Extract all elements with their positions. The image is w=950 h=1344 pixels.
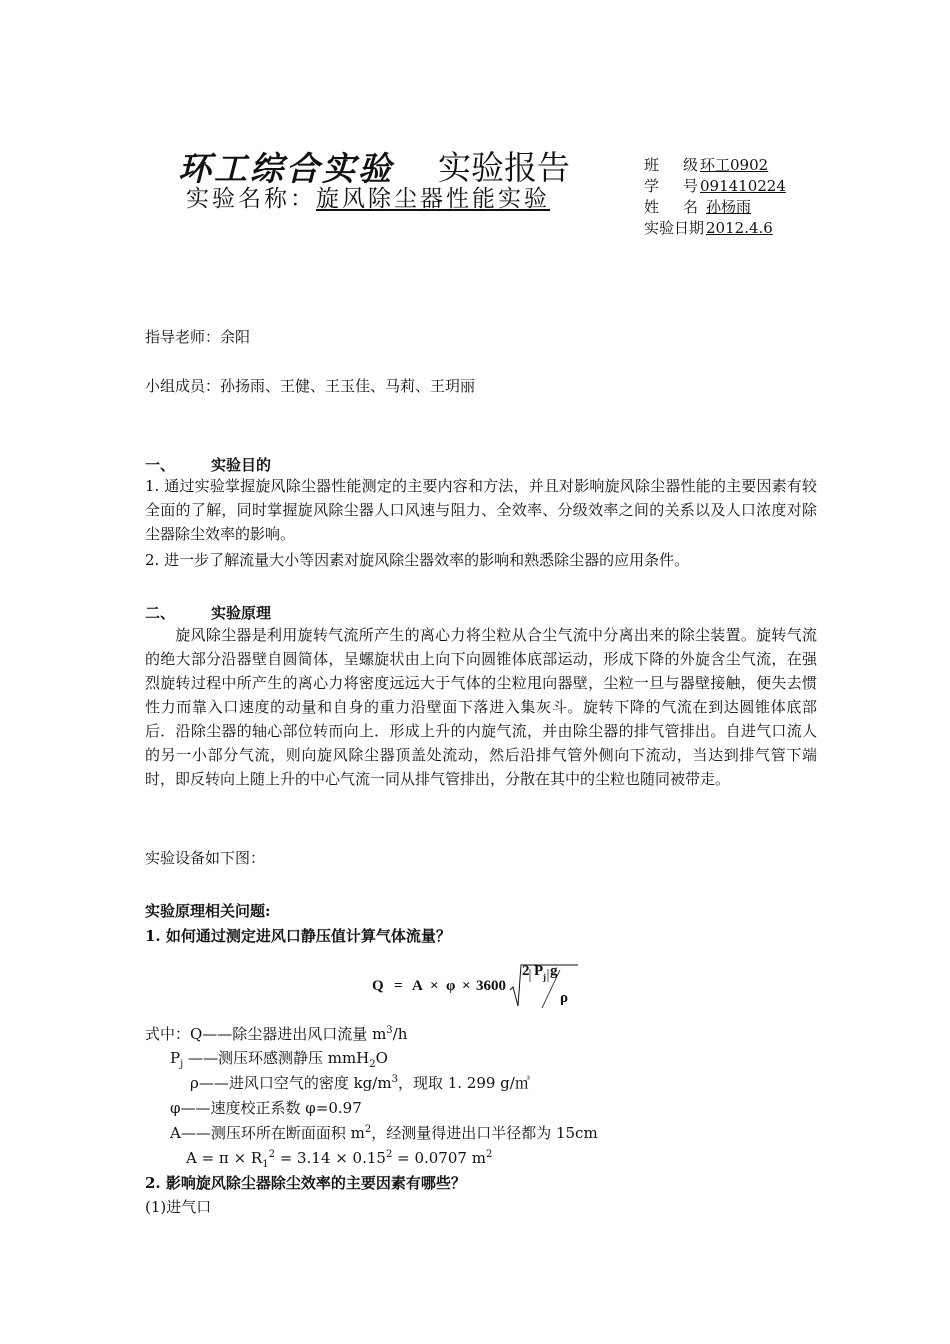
formula-area: A (412, 978, 423, 994)
id-value: 091410224 (700, 177, 786, 195)
radical-num-2: 2 (522, 963, 530, 979)
question-2: 2. 影响旋风除尘器除尘效率的主要因素有哪些？ (145, 1174, 466, 1192)
student-info (644, 155, 812, 239)
radical-num-j: j (543, 972, 546, 982)
info-row-date (644, 218, 812, 239)
formula-constant: 3600 (476, 978, 506, 994)
def-density: ρ——进风口空气的密度 $kg/m^3$，现取 1. 299 g/㎥ (190, 1074, 530, 1092)
name-value: 孙杨雨 (706, 198, 752, 216)
section-2-heading (145, 602, 271, 623)
experiment-name (186, 180, 550, 213)
flow-formula (372, 960, 592, 1016)
radical-sign (508, 960, 580, 1012)
experiment-name-label: 实验名称： (186, 186, 316, 212)
experiment-name-value: 旋风除尘器性能实验 (316, 186, 550, 212)
formula-times-1: × (430, 978, 439, 994)
radical-denominator: ρ (560, 990, 569, 1006)
section-1-heading (145, 454, 271, 475)
section-1-title: 实验目的 (211, 456, 272, 474)
question-2-item-1: (1)进气口 (145, 1198, 212, 1216)
teacher-line: 指导老师：余阳 (145, 328, 251, 346)
def-velocity-factor: φ——速度校正系数 φ=0.97 (170, 1099, 362, 1117)
info-row-class (644, 155, 812, 176)
class-value: 环工0902 (700, 156, 769, 174)
radical-num-p: P (534, 963, 544, 979)
radical-num-g: g (550, 963, 558, 979)
id-label: 学 号 (644, 177, 698, 195)
formula-equals: = (394, 978, 403, 994)
date-label: 实验日期 (644, 219, 705, 237)
report-title: 实验报告 (438, 148, 570, 187)
principle-paragraph: 旋风除尘器是利用旋转气流所产生的离心力将尘粒从合尘气流中分离出来的除尘装置。旋转气流的绝大部分沿器壁自圆简体，呈螺旋状由上向下向圆锥体底部运动，形成下降的外旋含尘气流，在强烈旋转过程中所产生的离心力将密度远远大于气体的尘粒甩向器壁，尘粒一旦与器壁接触，便失去惯性力而靠入口速度的动量和自身的重力沿壁面下落进入集灰斗。旋转下降的气流在到达圆锥体底部后．沿除尘器的轴心部位转而向上．形成上升的内旋气流，并由除尘器的排气管排出。自进气口流人的另一小部分气流，则向旋风除尘器顶盖处流动，然后沿排气管外侧向下流动，当达到排气管下端时，即反转向上随上升的中心气流一同从排气管排出，分散在其中的尘粒也随同被带走。 (145, 626, 817, 788)
class-label: 班 级 (644, 156, 698, 174)
section-2-number: 二、 (145, 604, 176, 622)
formula-lhs: Q (372, 978, 384, 994)
def-static-pressure: $P_j$ ——测压环感测静压 mmH$_2$O (170, 1049, 388, 1070)
equipment-caption: 实验设备如下图： (145, 849, 266, 867)
objective-item-2: 2. 进一步了解流量大小等因素对旋风除尘器效率的影响和熟悉除尘器的应用条件。 (145, 551, 690, 569)
date-value: 2012.4.6 (706, 219, 773, 237)
info-row-name (644, 197, 812, 218)
questions-heading: 实验原理相关问题: (145, 902, 271, 920)
info-row-id (644, 176, 812, 197)
section-2-title: 实验原理 (211, 604, 272, 622)
objective-item-1: 1. 通过实验掌握旋风除尘器性能测定的主要内容和方法，并且对影响旋风除尘器性能的主要因素有较全面的了解，同时掌握旋风除尘器人口风速与阻力、全效率、分级效率之间的关系以及人口浓度对除尘器除尘效率的影响。 (145, 477, 817, 543)
members-line: 小组成员：孙扬雨、王健、王玉佳、马莉、王玥丽 (145, 377, 476, 395)
formula-times-2: × (462, 978, 471, 994)
formula-phi: φ (446, 978, 456, 994)
area-calculation: $A = \pi \times R_1^2 = 3.14 \times 0.15^2 = 0.0707$ $m^2$ (186, 1149, 493, 1170)
def-area: A——测压环所在断面面积 $m^2$，经测量得进出口半径都为 15cm (170, 1124, 598, 1142)
name-label: 姓 名 (644, 198, 698, 216)
def-flow: 式中：Q——除尘器进出风口流量 $m^3/h$ (145, 1025, 408, 1043)
section-1-number: 一、 (145, 456, 176, 474)
report-course-title: 环工综合实验 (178, 149, 394, 188)
question-1: 1. 如何通过测定进风口静压值计算气体流量？ (145, 927, 451, 945)
